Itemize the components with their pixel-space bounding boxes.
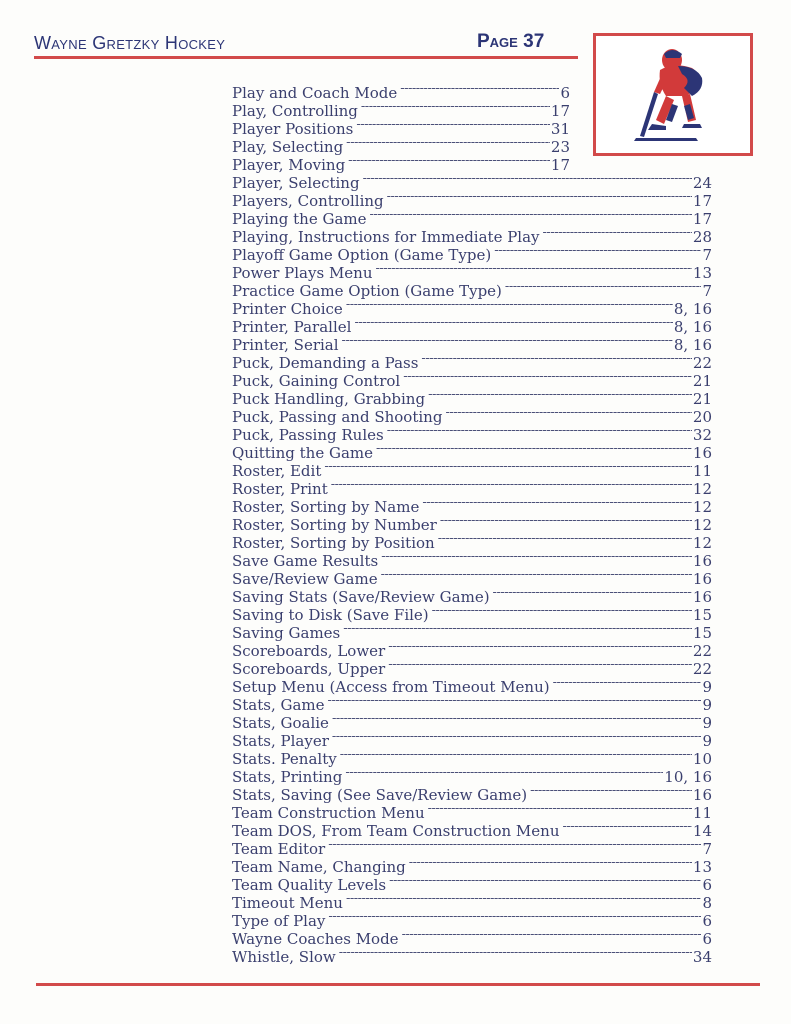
index-term: Stats, Goalie (232, 714, 329, 732)
index-page-ref: 17 (692, 210, 712, 228)
manual-title: Wayne Gretzky Hockey (34, 33, 226, 53)
index-page-ref: 7 (702, 246, 712, 264)
index-page-ref: 10 (692, 750, 712, 768)
index-page-ref: 15 (692, 606, 712, 624)
index-entry (232, 80, 570, 102)
dot-leader (438, 530, 692, 548)
dot-leader (342, 332, 673, 350)
index-page-ref: 16 (692, 444, 712, 462)
dot-leader (530, 782, 692, 800)
dot-leader (370, 206, 692, 224)
dot-leader (505, 278, 702, 296)
dot-leader (562, 818, 691, 836)
dot-leader (445, 404, 691, 422)
index-term: Setup Menu (Access from Timeout Menu) (232, 678, 550, 696)
index-term: Save Game Results (232, 552, 379, 570)
dot-leader (354, 314, 672, 332)
index-term: Stats, Game (232, 696, 325, 714)
dot-leader (356, 116, 550, 134)
dot-leader (553, 674, 702, 692)
index-term: Roster, Sorting by Number (232, 516, 437, 534)
index-term: Printer, Parallel (232, 318, 352, 336)
index-page-ref: 31 (550, 120, 570, 138)
index-term: Puck, Passing and Shooting (232, 408, 443, 426)
dot-leader (346, 134, 550, 152)
index-page-ref: 28 (692, 228, 712, 246)
index-term: Roster, Sorting by Position (232, 534, 435, 552)
dot-leader (346, 890, 702, 908)
dot-leader (402, 926, 702, 944)
index-term: Quitting the Game (232, 444, 373, 462)
index-page-ref: 24 (692, 174, 712, 192)
index-term: Timeout Menu (232, 894, 343, 912)
index-page-ref: 20 (692, 408, 712, 426)
dot-leader (331, 476, 692, 494)
dot-leader (376, 440, 692, 458)
page-number: Page 37 (477, 31, 545, 52)
index-page-ref: 7 (702, 840, 712, 858)
index-page-ref: 17 (550, 156, 570, 174)
index-term: Team Construction Menu (232, 804, 425, 822)
dot-leader (421, 350, 691, 368)
index-term: Stats, Player (232, 732, 329, 750)
index-term: Player, Selecting (232, 174, 360, 192)
index-term: Wayne Coaches Mode (232, 930, 399, 948)
dot-leader (440, 512, 692, 530)
dot-leader (340, 746, 692, 764)
dot-leader (332, 728, 702, 746)
dot-leader (361, 98, 550, 116)
index-term: Puck, Passing Rules (232, 426, 384, 444)
index-term: Team Quality Levels (232, 876, 387, 894)
dot-leader (381, 566, 692, 584)
index-page-ref: 13 (692, 858, 712, 876)
index-page-ref: 6 (702, 930, 712, 948)
index-page-ref: 8, 16 (673, 300, 712, 318)
index-term: Type of Play (232, 912, 326, 930)
index-page-ref: 16 (692, 552, 712, 570)
index-page-ref: 22 (692, 354, 712, 372)
dot-leader (403, 368, 692, 386)
dot-leader (376, 260, 692, 278)
index-page-ref: 7 (702, 282, 712, 300)
index-page-ref: 11 (692, 462, 712, 480)
dot-leader (343, 620, 692, 638)
index-page-ref: 8 (702, 894, 712, 912)
index-page-ref: 17 (692, 192, 712, 210)
dot-leader (332, 710, 702, 728)
index-term: Stats, Saving (See Save/Review Game) (232, 786, 528, 804)
index-page-ref: 11 (692, 804, 712, 822)
index-page-ref: 16 (692, 570, 712, 588)
dot-leader (381, 548, 692, 566)
index-list (232, 80, 712, 966)
index-page-ref: 12 (692, 498, 712, 516)
index-page-ref: 9 (702, 678, 712, 696)
index-page-ref: 8, 16 (673, 318, 712, 336)
index-term: Puck Handling, Grabbing (232, 390, 426, 408)
index-page-ref: 8, 16 (673, 336, 712, 354)
dot-leader (432, 602, 692, 620)
dot-leader (409, 854, 692, 872)
index-page-ref: 9 (702, 732, 712, 750)
index-term: Roster, Edit (232, 462, 322, 480)
index-page-ref: 10, 16 (664, 768, 712, 786)
index-term: Printer Choice (232, 300, 343, 318)
dot-leader (328, 908, 701, 926)
dot-leader (493, 584, 692, 602)
dot-leader (400, 80, 559, 98)
dot-leader (328, 692, 702, 710)
dot-leader (387, 422, 692, 440)
header-divider (34, 56, 578, 59)
index-page-ref: 17 (550, 102, 570, 120)
index-term: Player Positions (232, 120, 354, 138)
dot-leader (387, 188, 692, 206)
index-page-ref: 12 (692, 480, 712, 498)
dot-leader (348, 152, 550, 170)
dot-leader (388, 638, 692, 656)
index-term: Play, Selecting (232, 138, 344, 156)
index-page-ref: 12 (692, 516, 712, 534)
index-term: Power Plays Menu (232, 264, 373, 282)
index-term: Save/Review Game (232, 570, 378, 588)
index-page-ref: 23 (550, 138, 570, 156)
dot-leader (543, 224, 692, 242)
dot-leader (346, 296, 673, 314)
dot-leader (494, 242, 701, 260)
index-term: Play, Controlling (232, 102, 358, 120)
index-page-ref: 12 (692, 534, 712, 552)
dot-leader (428, 386, 692, 404)
dot-leader (428, 800, 692, 818)
dot-leader (339, 944, 692, 962)
index-page-ref: 13 (692, 264, 712, 282)
index-page-ref: 21 (692, 390, 712, 408)
index-term: Play and Coach Mode (232, 84, 398, 102)
index-term: Puck, Gaining Control (232, 372, 401, 390)
index-page-ref: 6 (702, 912, 712, 930)
index-term: Playing, Instructions for Immediate Play (232, 228, 540, 246)
dot-leader (422, 494, 692, 512)
index-term: Playoff Game Option (Game Type) (232, 246, 492, 264)
dot-leader (345, 764, 663, 782)
index-term: Team DOS, From Team Construction Menu (232, 822, 560, 840)
dot-leader (388, 656, 692, 674)
index-page-ref: 6 (702, 876, 712, 894)
index-term: Player, Moving (232, 156, 346, 174)
index-term: Playing the Game (232, 210, 367, 228)
dot-leader (363, 170, 692, 188)
footer-divider (36, 983, 760, 986)
index-term: Saving Games (232, 624, 341, 642)
index-page-ref: 14 (692, 822, 712, 840)
index-page-ref: 9 (702, 696, 712, 714)
index-term: Saving to Disk (Save File) (232, 606, 429, 624)
index-page-ref: 34 (692, 948, 712, 966)
index-page-ref: 16 (692, 588, 712, 606)
index-term: Stats, Printing (232, 768, 343, 786)
index-page-ref: 32 (692, 426, 712, 444)
index-term: Puck, Demanding a Pass (232, 354, 419, 372)
index-term: Team Editor (232, 840, 326, 858)
index-term: Saving Stats (Save/Review Game) (232, 588, 490, 606)
dot-leader (324, 458, 692, 476)
index-page-ref: 15 (692, 624, 712, 642)
index-term: Printer, Serial (232, 336, 339, 354)
index-term: Whistle, Slow (232, 948, 336, 966)
index-term: Practice Game Option (Game Type) (232, 282, 502, 300)
index-page-ref: 21 (692, 372, 712, 390)
index-term: Scoreboards, Lower (232, 642, 386, 660)
index-page-ref: 22 (692, 660, 712, 678)
index-page-ref: 9 (702, 714, 712, 732)
index-page-ref: 16 (692, 786, 712, 804)
index-term: Scoreboards, Upper (232, 660, 386, 678)
index-page-ref: 6 (560, 84, 570, 102)
dot-leader (389, 872, 701, 890)
index-term: Roster, Print (232, 480, 328, 498)
index-page-ref: 22 (692, 642, 712, 660)
dot-leader (328, 836, 701, 854)
index-term: Stats. Penalty (232, 750, 337, 768)
index-term: Players, Controlling (232, 192, 384, 210)
index-term: Team Name, Changing (232, 858, 406, 876)
index-term: Roster, Sorting by Name (232, 498, 420, 516)
